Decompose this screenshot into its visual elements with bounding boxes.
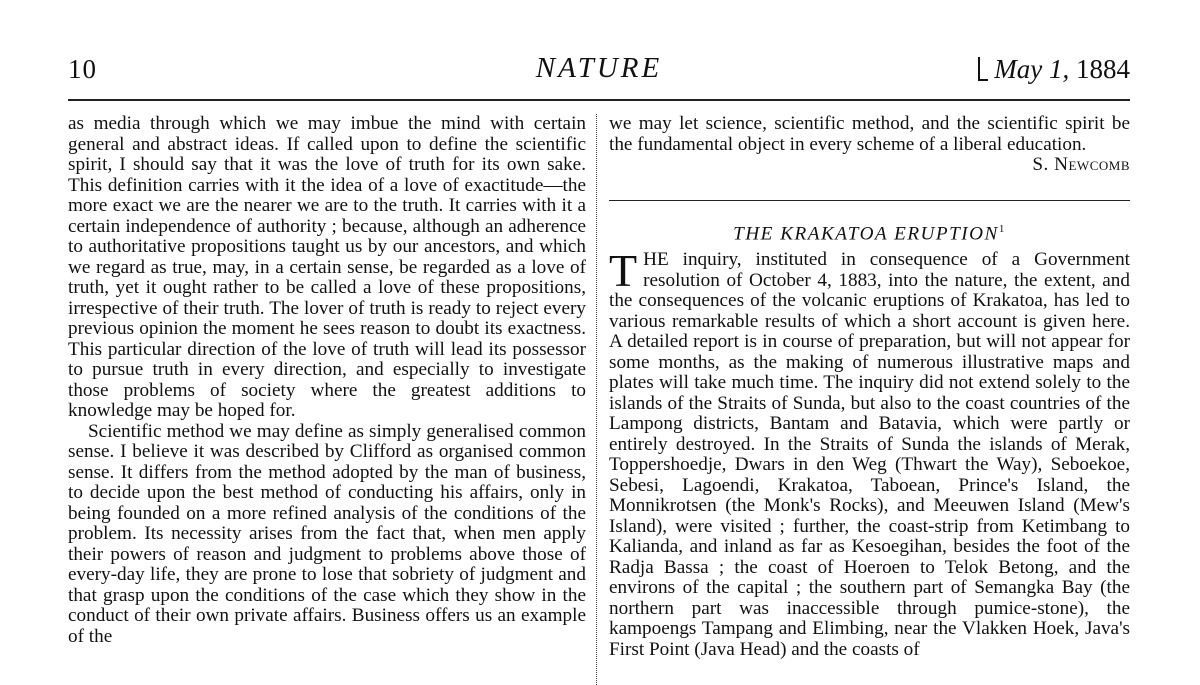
signature-line bbox=[609, 155, 1130, 176]
right-column bbox=[609, 114, 1130, 660]
page-number: 10 bbox=[68, 54, 97, 84]
page-header bbox=[68, 52, 1130, 92]
column-divider bbox=[596, 114, 597, 685]
left-column bbox=[68, 114, 586, 647]
issue-year: 1884 bbox=[1076, 54, 1130, 84]
section-rule bbox=[609, 200, 1130, 201]
article-title bbox=[609, 219, 1130, 245]
drop-cap: T bbox=[609, 245, 638, 297]
article-body bbox=[609, 245, 1130, 660]
closing-paragraph: we may let science, scientific method, and the scientific spirit be the fundamental object in every scheme of a liberal education. bbox=[609, 113, 1130, 155]
author-signature: S. Newcomb bbox=[1032, 154, 1130, 175]
header-rule bbox=[68, 99, 1130, 101]
issue-date bbox=[978, 54, 1130, 85]
footnote-marker: 1 bbox=[998, 222, 1006, 235]
article-title-text: THE KRAKATOA ERUPTION bbox=[733, 222, 999, 244]
bracket-ornament bbox=[978, 57, 988, 81]
article-body-text: HE inquiry, instituted in consequence of a Government resolution of October 4, 1883, into the nature, the extent, and the consequences of the volcanic eruptions of Krakatoa, has led to various remarkable results of which a short account is given here. A detailed report is in course of preparation, but will not appear for some months, as the making of numerous illustrative maps and plates will take much time. The inquiry did not extend solely to the islands of the Straits of Sunda, but also to the coast countries of the Lampong districts, Bantam and Batavia, which were partly or entirely destroyed. In the Straits of Sunda the islands of Merak, Toppershoedje, Dwars in den Weg (Thwart the Way), Seboekoe, Sebesi, Lagoendi, Krakatoa, Taboean, Prince's Island, the Monnikrotsen (the Monk's Rocks), and Meeuwen Island (Mew's Island), were visited ; further, the coast-strip from Ketimbang to Kalianda, and inland as far as Kesoegihan, besides the foot of the Radja Bassa ; the coast of Hoeroen to Telok Betong, and the environs of the capital ; the southern part of Semangka Bay (the northern part was inaccessible through pumice-stone), the kampoengs Tampang and Elimbing, near the Vlakken Hoek, Java's First Point (Java Head) and the coasts of bbox=[609, 249, 1130, 660]
journal-title: NATURE bbox=[535, 52, 663, 84]
issue-month-day: May 1, bbox=[994, 54, 1070, 84]
left-paragraph-1: as media through which we may imbue the mind with certain general and abstract ideas. If called upon to define the scientific spirit, I should say that it was the love of truth for its own sake. This definition carries with it the idea of a love of exactitude—the more exact we are the nearer we are to the truth. It carries with it a certain independence of authority ; because, although an adherence to authoritative propositions taught us by our ancestors, and which we regard as true, may, in a certain sense, be regarded as a love of truth, yet it ought rather to be called a love of these propositions, irrespective of their truth. The lover of truth is ready to reject every previous opinion the moment he sees reason to doubt its exactness. This particular direction of the love of truth will lead its possessor to pursue truth in every direction, and especially to investigate those problems of society where the greatest additions to knowledge may be hoped for. bbox=[68, 113, 586, 421]
left-paragraph-2: Scientific method we may define as simply generalised common sense. I believe it was described by Clifford as organised common sense. It differs from the method adopted by the man of business, to decide upon the best method of conducting his affairs, only in being founded on a more refined analysis of the conditions of the problem. Its necessity arises from the fact that, when men apply their powers of reason and judgment to problems above those of every-day life, they are prone to lose that sobriety of judgment and that grasp upon the conditions of the case which they show in the conduct of their own private affairs. Business offers us an example of the bbox=[68, 420, 586, 647]
